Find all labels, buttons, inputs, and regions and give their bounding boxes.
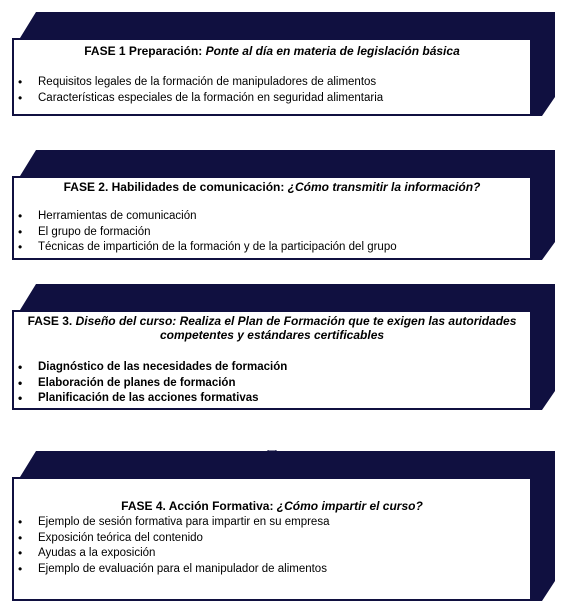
list-item: • Requisitos legales de la formación de manipuladores de alimentos xyxy=(14,75,528,91)
phase-1-title xyxy=(16,44,528,58)
phase-4-title-emph: ¿Cómo impartir el curso? xyxy=(276,499,423,513)
list-item: • Elaboración de planes de formación xyxy=(14,376,528,392)
phase-4 xyxy=(12,451,532,603)
phase-1 xyxy=(12,12,532,116)
list-item: • Diagnóstico de las necesidades de formación xyxy=(14,360,528,376)
phase-1-title-emph: Ponte al día en materia de legislación básica xyxy=(205,44,460,58)
phase-2 xyxy=(12,150,532,262)
list-item: • Ejemplo de evaluación para el manipulador de alimentos xyxy=(14,562,528,578)
phase-3-title-plain: FASE 3. xyxy=(27,314,76,328)
phase-3-title xyxy=(20,314,524,342)
list-item: • Características especiales de la formación en seguridad alimentaria xyxy=(14,91,528,107)
phase-3 xyxy=(12,284,532,410)
list-item: • Herramientas de comunicación xyxy=(14,209,528,225)
phase-3-title-emph: Diseño del curso: Realiza el Plan de Formación que te exigen las autoridades competentes y estándares certificables xyxy=(75,314,517,342)
phase-2-items xyxy=(14,209,528,256)
list-item: • Planificación de las acciones formativas xyxy=(14,391,528,407)
phase-2-title-emph: ¿Cómo transmitir la información? xyxy=(287,180,481,194)
list-item: • Exposición teórica del contenido xyxy=(14,531,528,547)
list-item: • Técnicas de impartición de la formación y de la participación del grupo xyxy=(14,240,528,256)
phase-3-items xyxy=(14,360,528,407)
phase-4-title xyxy=(16,499,528,513)
phase-2-title xyxy=(16,180,528,194)
phase-4-title-plain: FASE 4. Acción Formativa: xyxy=(121,499,277,513)
list-item: • El grupo de formación xyxy=(14,225,528,241)
list-item: • Ejemplo de sesión formativa para impartir en su empresa xyxy=(14,515,528,531)
list-item: • Ayudas a la exposición xyxy=(14,546,528,562)
phase-1-items xyxy=(14,75,528,106)
phase-2-title-plain: FASE 2. Habilidades de comunicación: xyxy=(63,180,288,194)
phase-1-title-plain: FASE 1 Preparación: xyxy=(84,44,206,58)
phase-4-items xyxy=(14,515,528,577)
